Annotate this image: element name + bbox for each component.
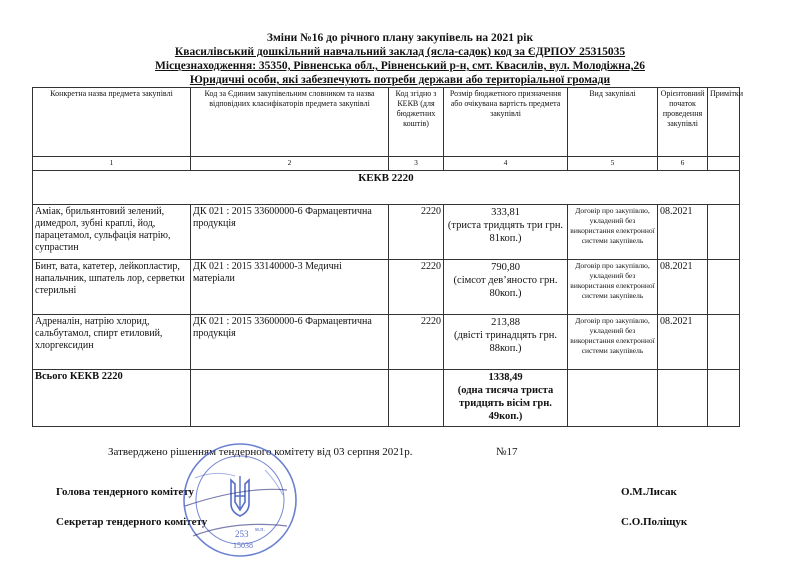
col-number: 2: [191, 157, 389, 171]
svg-text:м.п.: м.п.: [255, 527, 266, 533]
header-notes: Примітки: [708, 88, 740, 157]
item-notes: [708, 260, 740, 315]
head-label: Голова тендерного комітету: [56, 486, 195, 498]
item-amount: [444, 260, 568, 315]
total-empty: [568, 370, 658, 427]
item-kekv: 2220: [389, 315, 444, 370]
total-empty: [658, 370, 708, 427]
item-kekv: 2220: [389, 260, 444, 315]
kekv-section-row: [33, 171, 740, 205]
procurement-table: [32, 87, 744, 427]
item-start: 08.2021: [658, 205, 708, 260]
svg-text:15038: 15038: [233, 541, 253, 550]
institution-line: Квасилівський дошкільний навчальний заклад (ясла-садок) код за ЄДРПОУ 25315035: [174, 46, 626, 58]
item-notes: [708, 205, 740, 260]
header-code: Код за Єдиним закупівельним словником та назва відповідних класифікаторів предмета закупівлі: [191, 88, 389, 157]
col-number: 3: [389, 157, 444, 171]
column-numbers-row: [33, 157, 740, 171]
col-number: 5: [568, 157, 658, 171]
amount-words: (сімсот дев’яносто грн. 80коп.): [453, 275, 558, 299]
amount-words: (двісті тринадцять грн. 88коп.): [454, 330, 557, 354]
total-value: 1338,49: [488, 372, 523, 383]
item-kekv: 2220: [389, 205, 444, 260]
table-row: [33, 205, 740, 260]
total-empty: [389, 370, 444, 427]
total-empty: [708, 370, 740, 427]
item-procedure: Договір про закупівлю, укладений без використання електронної системи закупівель: [568, 205, 658, 260]
plan-title: Зміни №16 до річного плану закупівель на 2021 рік: [266, 32, 534, 44]
amount-words: (триста тридцять три грн. 81коп.): [447, 220, 564, 244]
kekv-title: КЕКВ 2220: [33, 171, 740, 205]
item-code: ДК 021 : 2015 33600000-6 Фармацевтична продукція: [191, 205, 389, 260]
item-procedure: Договір про закупівлю, укладений без використання електронної системи закупівель: [568, 260, 658, 315]
amount-value: 333,81: [491, 207, 520, 218]
item-start: 08.2021: [658, 315, 708, 370]
protocol-number: №17: [496, 446, 518, 458]
header-procedure: Вид закупівлі: [568, 88, 658, 157]
item-amount: [444, 205, 568, 260]
svg-text:253: 253: [235, 529, 249, 539]
approval-text: Затверджено рішенням тендерного комітету від 03 серпня 2021р.: [108, 446, 413, 458]
header-start: Орієнтовний початок проведення закупівлі: [658, 88, 708, 157]
legal-entities-line: Юридичні особи, які забезпечують потреби держави або територіальної громади: [189, 74, 611, 86]
header-amount: Розмір бюджетного призначення або очікувана вартість предмета закупівлі: [444, 88, 568, 157]
item-name: Бинт, вата, катетер, лейкопластир, напальчник, шпатель лор, серветки стерильні: [33, 260, 191, 315]
col-number: 4: [444, 157, 568, 171]
table-row: [33, 315, 740, 370]
secretary-name: С.О.Поліщук: [621, 516, 688, 528]
col-number: 6: [658, 157, 708, 171]
item-code: ДК 021 : 2015 33140000-3 Медичні матеріали: [191, 260, 389, 315]
table-row: [33, 260, 740, 315]
item-notes: [708, 315, 740, 370]
item-name: Аміак, брильянтовий зелений, димедрол, зубні краплі, йод, парацетамол, сульфація натрію, супрастин: [33, 205, 191, 260]
head-name: О.М.Лисак: [621, 486, 677, 498]
item-procedure: Договір про закупівлю, укладений без використання електронної системи закупівель: [568, 315, 658, 370]
table-header-row: [33, 88, 740, 157]
col-number-empty: [708, 157, 740, 171]
header-kekv: Код згідно з КЕКВ (для бюджетних коштів): [389, 88, 444, 157]
total-words: (одна тисяча триста тридцять вісім грн. 49коп.): [457, 385, 554, 422]
total-empty: [191, 370, 389, 427]
header-name: Конкретна назва предмета закупівлі: [33, 88, 191, 157]
amount-value: 790,80: [491, 262, 520, 273]
total-row: [33, 370, 740, 427]
secretary-label: Секретар тендерного комітету: [56, 516, 208, 528]
address-line: Місцезнаходження: 35350, Рівненська обл., Рівненський р-н, смт. Квасилів, вул. Молодіжна,26: [155, 60, 645, 72]
total-label: Всього КЕКВ 2220: [33, 370, 191, 427]
col-number: 1: [33, 157, 191, 171]
item-start: 08.2021: [658, 260, 708, 315]
item-amount: [444, 315, 568, 370]
total-amount: [444, 370, 568, 427]
official-stamp-icon: [175, 440, 305, 570]
amount-value: 213,88: [491, 317, 520, 328]
item-code: ДК 021 : 2015 33600000-6 Фармацевтична продукція: [191, 315, 389, 370]
item-name: Адреналін, натрію хлорид, сальбутамол, спирт етиловий, хлоргексидин: [33, 315, 191, 370]
